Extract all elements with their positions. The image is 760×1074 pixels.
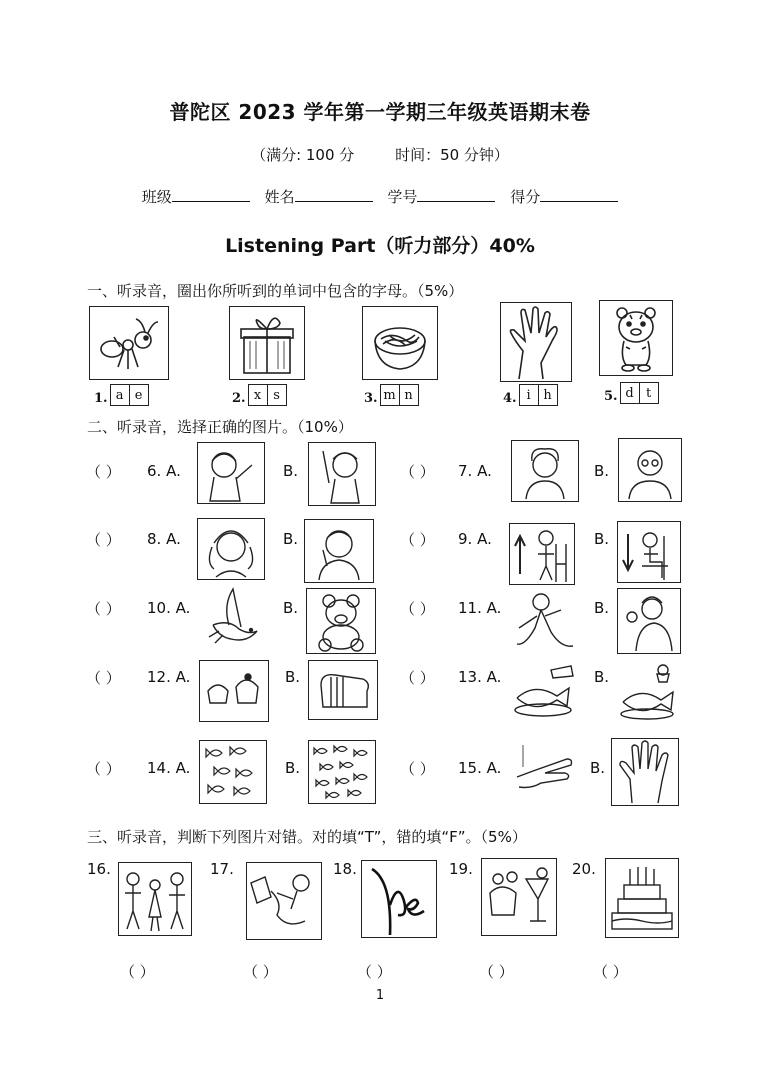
q8-b-label: B. [283,530,299,548]
few-fish-picture[interactable] [199,740,267,804]
girl-face-picture[interactable] [197,518,265,580]
item-1-letters: 1. a e [94,384,149,406]
answer-blank-15[interactable]: （ ） [400,760,435,778]
gift-box-icon [229,306,305,380]
item-3-letters: 3. m n [364,384,419,406]
sweets-and-juice-picture[interactable] [481,858,557,936]
q14-b-label: B. [285,759,301,777]
sit-down-picture[interactable] [617,521,681,583]
q10-label: 10. A. [147,599,191,617]
q15-b-label: B. [590,759,606,777]
bird-picture[interactable] [199,585,265,651]
student-id-field[interactable]: 学号 [387,186,495,207]
score-field[interactable]: 得分 [510,186,618,207]
item-4-letters: 4. i h [503,384,558,406]
answer-blank-17[interactable]: （ ） [243,963,278,981]
part-title: Listening Part（听力部分）40% [225,235,535,257]
class-field[interactable]: 班级 [142,186,250,207]
q11-label: 11. A. [458,599,502,617]
birthday-cake-picture[interactable] [605,858,679,938]
answer-blank-19[interactable]: （ ） [479,963,514,981]
fish-and-cake-picture[interactable] [511,660,577,720]
hand-icon [500,302,572,382]
exam-meta [0,144,760,165]
q19-label: 19. [449,860,473,878]
ant-icon [89,306,169,380]
letter-option[interactable]: t [640,382,659,404]
q9-label: 9. A. [458,530,492,548]
letter-option[interactable]: i [519,384,539,406]
letter-option[interactable]: x [248,384,268,406]
letter-option[interactable]: h [539,384,558,406]
q18-label: 18. [333,860,357,878]
q17-label: 17. [210,860,234,878]
q6-label: 6. A. [147,462,181,480]
letter-option[interactable]: e [130,384,149,406]
answer-blank-18[interactable]: （ ） [357,963,392,981]
q10-b-label: B. [283,599,299,617]
page-number: 1 [375,988,385,1003]
answer-blank-10[interactable]: （ ） [86,600,121,618]
many-fish-picture[interactable] [308,740,376,804]
item-5-letters: 5. d t [604,382,659,404]
q16-label: 16. [87,860,111,878]
item-2-letters: 2. x s [232,384,287,406]
answer-blank-8[interactable]: （ ） [86,531,121,549]
answer-blank-6[interactable]: （ ） [86,463,121,481]
q12-b-label: B. [285,668,301,686]
q13-b-label: B. [594,668,610,686]
section3-title: 三、听录音，判断下列图片对错。对的填“T”，错的填“F”。（5%） [87,828,527,846]
q8-label: 8. A. [147,530,181,548]
girl-with-brush-picture[interactable] [197,442,265,504]
cupcakes-picture[interactable] [199,660,269,722]
q20-label: 20. [572,860,596,878]
q14-label: 14. A. [147,759,191,777]
stand-up-picture[interactable] [509,523,575,585]
answer-blank-7[interactable]: （ ） [400,463,435,481]
q9-b-label: B. [594,530,610,548]
q12-label: 12. A. [147,668,191,686]
full-score: （满分: 100 分 [251,146,355,164]
letter-shape-picture[interactable] [361,860,437,938]
teddy-bear-picture[interactable] [306,588,376,654]
girl-with-pencil-picture[interactable] [308,442,376,506]
q7-label: 7. A. [458,462,492,480]
woman-eating-picture[interactable] [617,588,681,654]
fish-and-ice-cream-picture[interactable] [617,660,679,722]
name-field[interactable]: 姓名 [265,186,373,207]
letter-option[interactable]: s [268,384,287,406]
answer-blank-12[interactable]: （ ） [86,669,121,687]
answer-blank-20[interactable]: （ ） [593,963,628,981]
student-info-row [0,186,760,207]
page-title: 普陀区 2023 学年第一学期三年级英语期末卷 [169,100,591,124]
q15-label: 15. A. [458,759,502,777]
letter-option[interactable]: d [620,382,640,404]
q6-b-label: B. [283,462,299,480]
answer-blank-11[interactable]: （ ） [400,600,435,618]
q11-b-label: B. [594,599,610,617]
noodles-bowl-icon [362,306,438,380]
open-hand-picture[interactable] [611,738,679,806]
exam-time: 时间：50 分钟） [395,146,509,164]
section2-title: 二、听录音，选择正确的图片。（10%） [87,418,353,436]
family-picture[interactable] [118,862,192,936]
answer-blank-14[interactable]: （ ） [86,760,121,778]
letter-option[interactable]: m [380,384,400,406]
q13-label: 13. A. [458,668,502,686]
answer-blank-9[interactable]: （ ） [400,531,435,549]
dancing-girl-picture[interactable] [511,588,577,650]
two-fingers-picture[interactable] [513,737,575,801]
q7-b-label: B. [594,462,610,480]
answer-blank-13[interactable]: （ ） [400,669,435,687]
boy-face-picture[interactable] [304,519,374,583]
grandpa-picture[interactable] [618,438,682,502]
section1-title: 一、听录音，圈出你所听到的单词中包含的字母。（5%） [87,282,464,300]
letter-option[interactable]: a [110,384,130,406]
grandma-picture[interactable] [511,440,579,502]
letter-option[interactable]: n [400,384,419,406]
answer-blank-16[interactable]: （ ） [120,963,155,981]
bread-picture[interactable] [308,660,378,720]
tiger-icon [599,300,673,376]
spilled-drink-picture[interactable] [246,862,322,940]
